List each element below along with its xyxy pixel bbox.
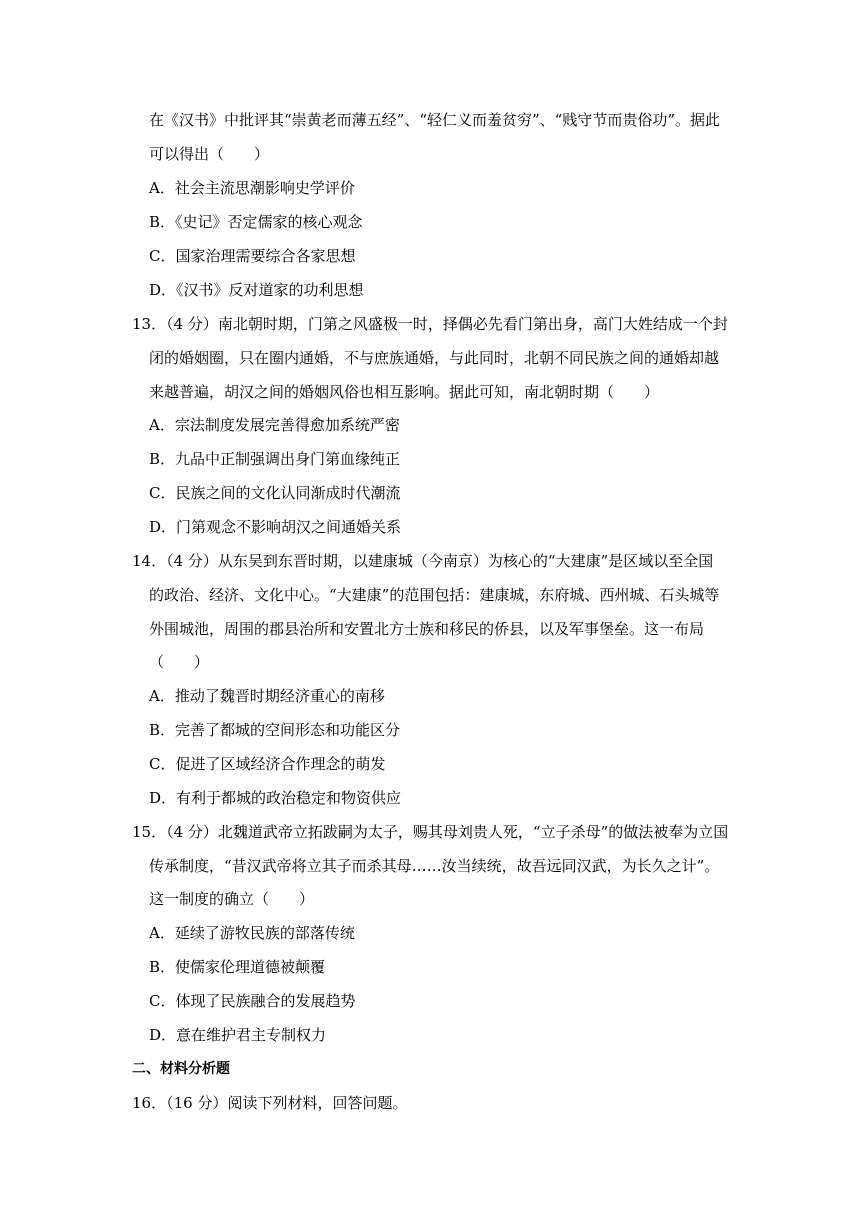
q13-option-b: B．九品中正制强调出身门第血缘纯正 (149, 450, 401, 468)
q15-option-c: C．体现了民族融合的发展趋势 (149, 992, 356, 1010)
q14-option-d: D．有利于都城的政治稳定和物资供应 (149, 789, 402, 807)
q14-stem-line-3: 外围城池，周围的郡县治所和安置北方士族和移民的侨县，以及军事堡垒。这一布局 (149, 620, 705, 638)
q15-stem-line-2: 传承制度，“昔汉武帝将立其子而杀其母……汝当续统，故吾远同汉武，为长久之计”。 (149, 857, 720, 875)
q13-option-d: D．门第观念不影响胡汉之间通婚关系 (149, 518, 402, 536)
q12-option-b: B．《史记》否定儒家的核心观念 (149, 213, 363, 231)
q13-option-c: C．民族之间的文化认同渐成时代潮流 (149, 484, 401, 502)
section-heading: 二、材料分析题 (132, 1061, 230, 1077)
q15-stem-line-3: 这一制度的确立（ ） (149, 890, 315, 908)
q15-option-b: B．使儒家伦理道德被颠覆 (149, 958, 326, 976)
q13-stem-line-3: 来越普遍，胡汉之间的婚姻风俗也相互影响。据此可知，南北朝时期（ ） (149, 383, 660, 401)
q12-stem-line-2: 可以得出（ ） (149, 145, 270, 163)
q14-stem-line-4: （ ） (149, 653, 210, 671)
q14-option-b: B．完善了都城的空间形态和功能区分 (149, 721, 401, 739)
q12-stem-line-1: 在《汉书》中批评其“崇黄老而薄五经”、“轻仁义而羞贫穷”、“贱守节而贵俗功”。据此 (149, 111, 721, 129)
q13-option-a: A．宗法制度发展完善得愈加系统严密 (149, 416, 400, 434)
q12-option-c: C．国家治理需要综合各家思想 (149, 247, 356, 265)
q12-option-d: D．《汉书》反对道家的功利思想 (149, 281, 364, 299)
q13-stem-line-1: 13．（4 分）南北朝时期，门第之风盛极一时，择偶必先看门第出身，高门大姓结成一个封 (132, 315, 728, 333)
q15-option-d: D．意在维护君主专制权力 (149, 1026, 327, 1044)
q12-option-a: A．社会主流思潮影响史学评价 (149, 179, 355, 197)
q14-option-a: A．推动了魏晋时期经济重心的南移 (149, 687, 385, 705)
q16-stem-line-1: 16．（16 分）阅读下列材料，回答问题。 (132, 1094, 408, 1112)
q14-option-c: C．促进了区域经济合作理念的萌发 (149, 755, 386, 773)
q15-option-a: A．延续了游牧民族的部落传统 (149, 924, 355, 942)
q15-stem-line-1: 15．（4 分）北魏道武帝立拓跋嗣为太子，赐其母刘贵人死，“立子杀母”的做法被奉为立国 (132, 823, 729, 841)
q14-stem-line-1: 14．（4 分）从东吴到东晋时期，以建康城（今南京）为核心的“大建康”是区域以至全国 (132, 552, 714, 570)
q14-stem-line-2: 的政治、经济、文化中心。“大建康”的范围包括：建康城，东府城、西州城、石头城等 (149, 586, 720, 604)
q13-stem-line-2: 闭的婚姻圈，只在圈内通婚，不与庶族通婚，与此同时，北朝不同民族之间的通婚却越 (149, 349, 720, 367)
